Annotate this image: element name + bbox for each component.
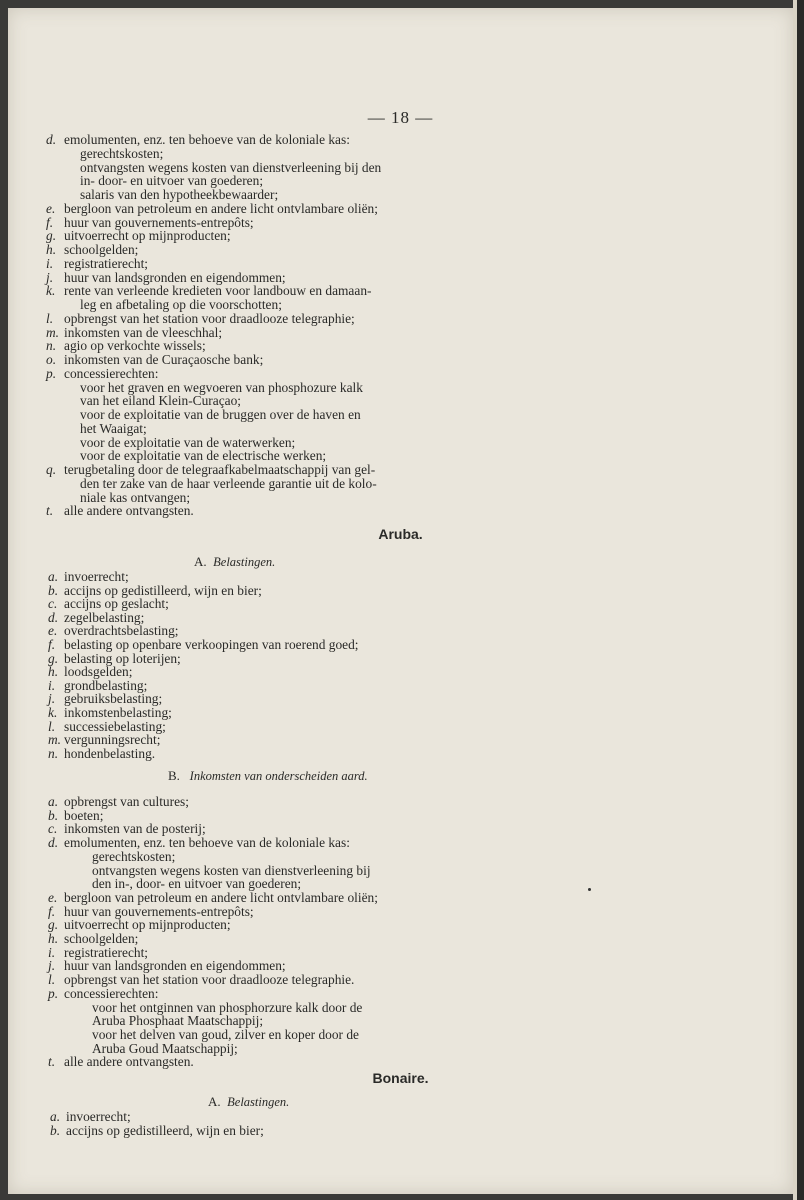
list-item-continuation: voor het ontginnen van phosphorzure kalk door de	[92, 999, 363, 1015]
list-item-continuation: gerechtskosten;	[92, 848, 176, 864]
item-letter: o.	[46, 352, 57, 367]
page-number: — 18 —	[367, 108, 434, 127]
item-letter: g.	[46, 228, 57, 244]
item-letter: j.	[48, 691, 56, 707]
list-item: alle andere ontvangsten.	[64, 1054, 194, 1070]
list-item-continuation: voor de exploitatie van de waterwerken;	[80, 434, 296, 450]
list-item-continuation: van het eiland Klein-Curaçao;	[80, 393, 241, 409]
list-item-continuation: voor het graven en wegvoeren van phosphozure kalk	[80, 379, 363, 395]
item-letter: b.	[50, 1122, 61, 1138]
heading-bonaire: Bonaire.	[372, 1070, 429, 1086]
list-item: gebruiksbelasting;	[64, 691, 163, 707]
list-item-continuation: Aruba Phosphaat Maatschappij;	[92, 1013, 264, 1029]
item-letter: t.	[46, 503, 54, 519]
subheading-aruba-b: B. Inkomsten van onderscheiden aard.	[168, 768, 368, 783]
list-item: invoerrecht;	[64, 569, 129, 584]
list-item-continuation: in- door- en uitvoer van goederen;	[80, 173, 264, 189]
item-letter: e.	[48, 889, 58, 905]
list-item: inkomsten van de posterij;	[64, 821, 206, 837]
list-item: emolumenten, enz. ten behoeve van de koloniale kas:	[64, 132, 350, 147]
item-letter: p.	[48, 985, 59, 1001]
list-item: loodsgelden;	[64, 664, 133, 680]
item-letter: p.	[46, 365, 57, 381]
item-letter: h.	[48, 931, 59, 946]
list-item-continuation: ontvangsten wegens kosten van dienstverleening bij	[92, 862, 371, 878]
list-item-continuation: niale kas ontvangen;	[80, 489, 191, 505]
list-item: accijns op geslacht;	[64, 596, 169, 612]
list-item: bergloon van petroleum en andere licht ontvlambare oliën;	[64, 889, 378, 905]
list-item: accijns op gedistilleerd, wijn en bier;	[66, 1122, 264, 1138]
list-item: opbrengst van cultures;	[64, 794, 189, 809]
list-item-continuation: den in-, door- en uitvoer van goederen;	[92, 876, 302, 892]
item-letter: g.	[48, 650, 59, 666]
item-letter: q.	[46, 462, 57, 477]
item-letter: a.	[48, 794, 59, 809]
list-item: hondenbelasting.	[64, 745, 156, 761]
list-item: zegelbelasting;	[64, 609, 145, 625]
list-item: uitvoerrecht op mijnproducten;	[64, 228, 231, 244]
list-item: successiebelasting;	[64, 718, 166, 734]
subheading-bonaire-a: A. Belastingen.	[208, 1094, 290, 1109]
list-item: huur van gouvernements-entrepôts;	[64, 903, 254, 919]
item-letter: m.	[48, 732, 62, 748]
item-letter: d.	[48, 609, 59, 625]
item-letter: d.	[48, 835, 59, 851]
item-letter: f.	[48, 903, 56, 919]
item-letter: e.	[46, 200, 56, 216]
item-letter: m.	[46, 324, 60, 340]
list-item-continuation: voor de exploitatie van de bruggen over de haven en	[80, 407, 361, 422]
list-item: huur van gouvernements-entrepôts;	[64, 214, 254, 230]
list-item: huur van landsgronden en eigendommen;	[64, 958, 286, 974]
list-item: accijns op gedistilleerd, wijn en bier;	[64, 582, 262, 598]
item-letter: b.	[48, 582, 59, 598]
item-letter: j.	[48, 958, 56, 974]
item-letter: i.	[46, 255, 54, 271]
list-item: overdrachtsbelasting;	[64, 623, 179, 639]
item-letter: k.	[46, 283, 56, 299]
list-item: vergunningsrecht;	[64, 732, 161, 748]
list-item: agio op verkochte wissels;	[64, 338, 206, 354]
list-item-continuation: Aruba Goud Maatschappij;	[92, 1040, 238, 1056]
list-item-continuation: het Waaigat;	[80, 420, 147, 436]
item-letter: l.	[46, 310, 54, 326]
item-letter: h.	[48, 664, 59, 680]
list-item: belasting op loterijen;	[64, 650, 181, 666]
list-item: bergloon van petroleum en andere licht ontvlambare oliën;	[64, 200, 378, 216]
list-item-continuation: ontvangsten wegens kosten van dienstverleening bij den	[80, 159, 382, 175]
item-letter: t.	[48, 1054, 56, 1070]
item-letter: j.	[46, 269, 54, 285]
list-item: terugbetaling door de telegraafkabelmaatschappij van gel-	[64, 462, 376, 477]
list-item: concessierechten:	[64, 365, 159, 381]
item-letter: n.	[46, 338, 57, 354]
item-letter: g.	[48, 917, 59, 933]
list-item: schoolgelden;	[64, 931, 139, 946]
list-item-continuation: leg en afbetaling op die voorschotten;	[80, 297, 282, 312]
item-letter: l.	[48, 972, 56, 988]
item-letter: b.	[48, 807, 59, 823]
list-item: rente van verleende kredieten voor landbouw en damaan-	[64, 283, 372, 299]
list-item: boeten;	[64, 807, 104, 823]
item-letter: n.	[48, 745, 59, 761]
list-item: belasting op openbare verkoopingen van roerend goed;	[64, 637, 359, 652]
list-item: opbrengst van het station voor draadlooze telegraphie;	[64, 310, 355, 326]
item-letter: f.	[46, 214, 54, 230]
list-item: inkomsten van de vleeschhal;	[64, 324, 223, 340]
list-item: invoerrecht;	[66, 1109, 131, 1124]
list-item: grondbelasting;	[64, 677, 148, 693]
list-item-continuation: voor de exploitatie van de electrische werken;	[80, 448, 327, 464]
list-item: emolumenten, enz. ten behoeve van de koloniale kas:	[64, 835, 350, 851]
list-item: inkomsten van de Curaçaosche bank;	[64, 352, 264, 367]
list-item-continuation: den ter zake van de haar verleende garantie uit de kolo-	[80, 475, 377, 491]
list-item: concessierechten:	[64, 985, 159, 1001]
page-edge	[793, 0, 804, 1200]
list-item: registratierecht;	[64, 255, 149, 271]
list-item: opbrengst van het station voor draadlooze telegraphie.	[64, 972, 355, 988]
subheading-aruba-a: A. Belastingen.	[194, 554, 276, 569]
list-item-continuation: voor het delven van goud, zilver en koper door de	[92, 1026, 359, 1042]
item-letter: d.	[46, 132, 57, 147]
item-letter: i.	[48, 677, 56, 693]
item-letter: k.	[48, 705, 58, 720]
item-letter: a.	[50, 1109, 61, 1124]
item-letter: a.	[48, 569, 59, 584]
heading-aruba: Aruba.	[378, 526, 423, 542]
document-page	[8, 8, 793, 1194]
item-letter: c.	[48, 821, 58, 837]
ink-speck	[588, 888, 591, 891]
item-letter: i.	[48, 944, 56, 960]
item-letter: f.	[48, 637, 56, 652]
list-item: registratierecht;	[64, 944, 149, 960]
list-item: schoolgelden;	[64, 242, 139, 257]
list-item-continuation: salaris van den hypotheekbewaarder;	[80, 187, 279, 202]
list-item-continuation: gerechtskosten;	[80, 145, 164, 161]
list-item: uitvoerrecht op mijnproducten;	[64, 917, 231, 933]
list-item: alle andere ontvangsten.	[64, 503, 194, 519]
item-letter: h.	[46, 242, 57, 257]
list-item: huur van landsgronden en eigendommen;	[64, 269, 286, 285]
list-item: inkomstenbelasting;	[64, 705, 172, 720]
item-letter: c.	[48, 596, 58, 612]
item-letter: e.	[48, 623, 58, 639]
item-letter: l.	[48, 718, 56, 734]
